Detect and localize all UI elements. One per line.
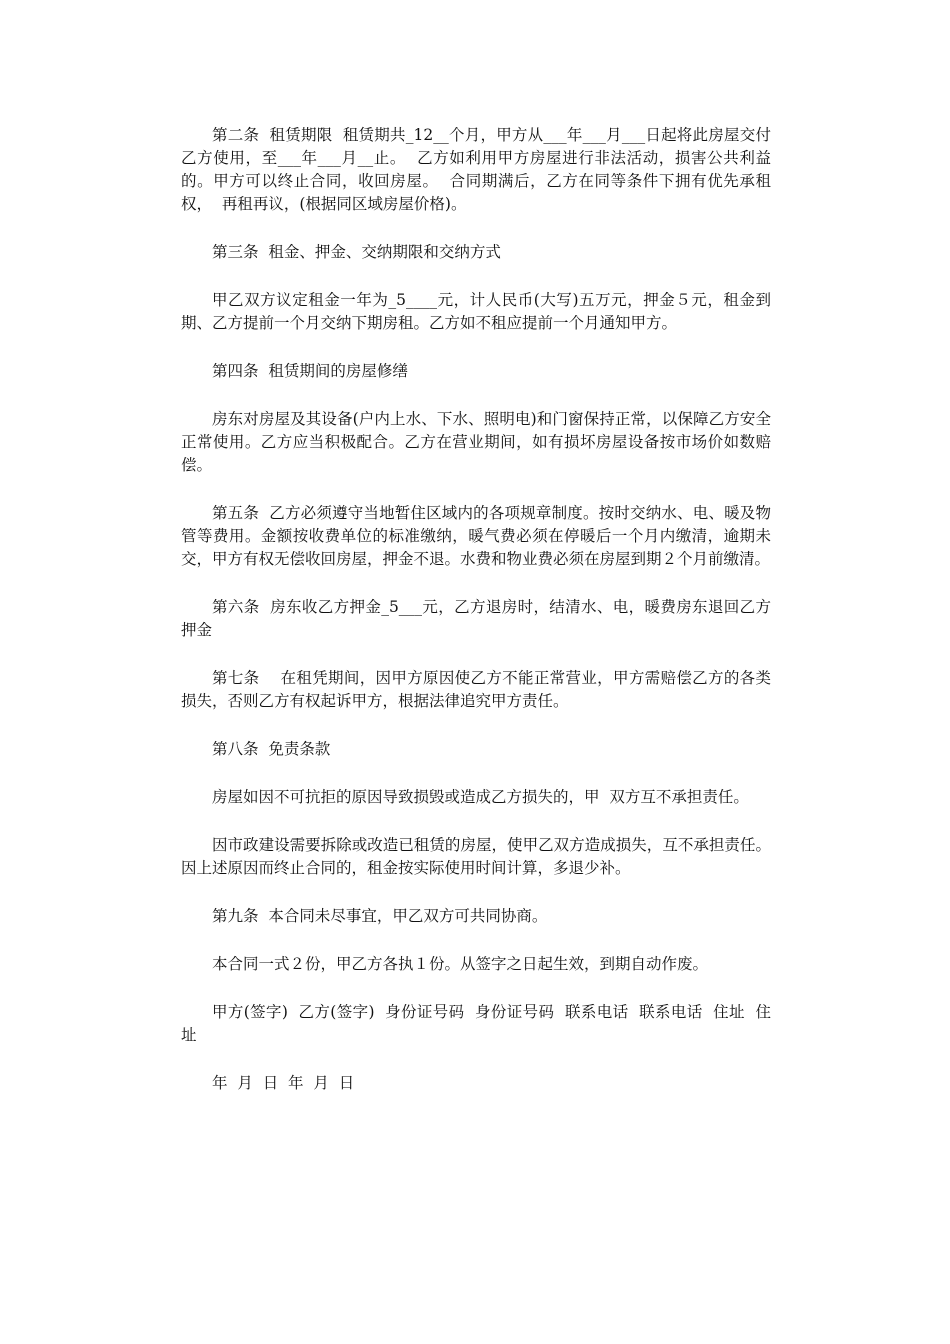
clause-3-heading: 第三条 租金、押金、交纳期限和交纳方式 (212, 243, 501, 261)
clause-8-force-majeure: 房屋如因不可抗拒的原因导致损毁或造成乙方损失的，甲 双方互不承担责任。 (212, 788, 749, 806)
clause-4-heading: 第四条 租赁期间的房屋修缮 (212, 362, 408, 380)
clause-4-repairs: 房东对房屋及其设备(户内上水、下水、照明电)和门窗保持正常，以保障乙方安全正常使用。乙方应当积极配合。乙方在营业期间，如有损坏房屋设备按市场价如数赔偿。 (181, 410, 771, 474)
clause-9-negotiation: 第九条 本合同未尽事宜，甲乙双方可共同协商。 (212, 907, 548, 925)
clause-2-lease-term: 第二条 租赁期限 租赁期共_12__个月，甲方从___年___月___日起将此房屋交付乙方使用，至___年___月__止。 乙方如利用甲方房屋进行非法活动，损害公共利益的。甲方可以终止合同，收回房屋。 合同期满后，乙方在同等条件下拥有优先承租权， 再租再议，(根据同区域房屋价格)。 (181, 126, 771, 213)
clause-6-deposit: 第六条 房东收乙方押金_5___元，乙方退房时，结清水、电，暖费房东退回乙方押金 (181, 598, 771, 639)
clause-7-compensation: 第七条 在租凭期间，因甲方原因使乙方不能正常营业，甲方需赔偿乙方的各类损失，否则乙方有权起诉甲方，根据法律追究甲方责任。 (181, 669, 771, 710)
document-body (181, 124, 781, 1120)
clause-3-rent-deposit: 甲乙双方议定租金一年为_5____元，计人民币(大写)五万元，押金５元，租金到期、乙方提前一个月交纳下期房租。乙方如不租应提前一个月通知甲方。 (181, 291, 771, 332)
clause-5-regulations: 第五条 乙方必须遵守当地暂住区域内的各项规章制度。按时交纳水、电、暖及物管等费用。金额按收费单位的标准缴纳，暖气费必须在停暖后一个月内缴清，逾期未交，甲方有权无偿收回房屋，押金不退。水费和物业费必须在房屋到期２个月前缴清。 (181, 504, 771, 568)
copies-validity: 本合同一式２份，甲乙方各执１份。从签字之日起生效，到期自动作废。 (212, 955, 709, 973)
date-line: 年 月 日 年 月 日 (212, 1074, 355, 1092)
clause-8-municipal: 因市政建设需要拆除或改造已租赁的房屋，使甲乙双方造成损失，互不承担责任。因上述原因而终止合同的，租金按实际使用时间计算，多退少补。 (181, 836, 771, 877)
signature-block: 甲方(签字) 乙方(签字) 身份证号码 身份证号码 联系电话 联系电话 住址 住 址 (181, 1003, 781, 1044)
clause-8-heading: 第八条 免责条款 (212, 740, 331, 758)
